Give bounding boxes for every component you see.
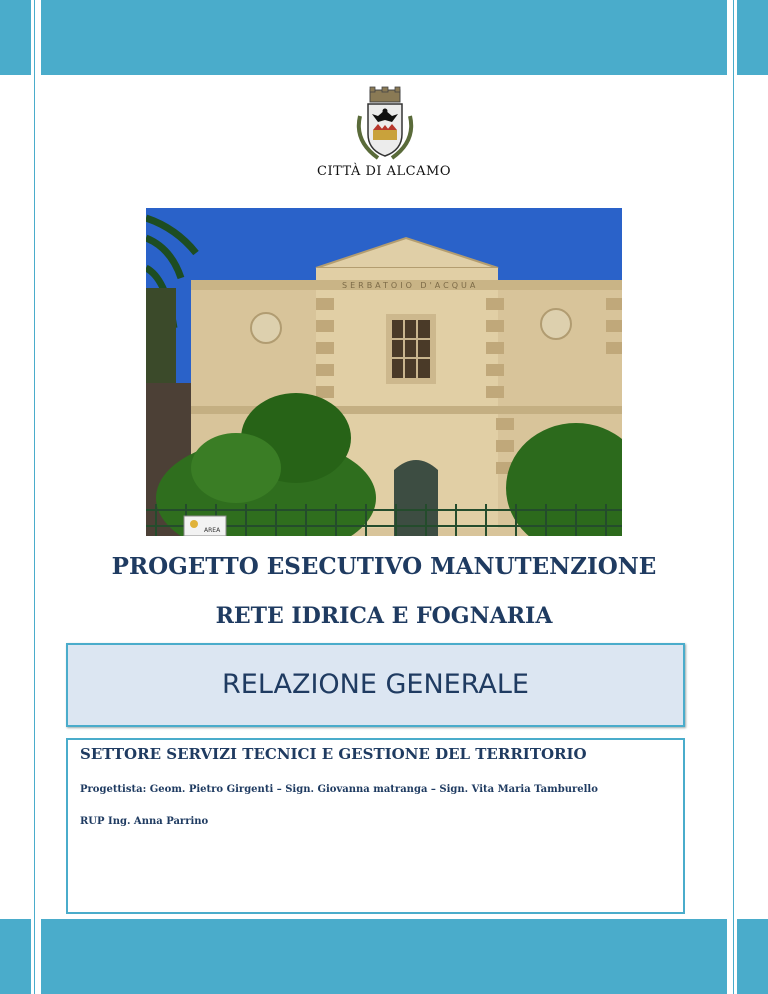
city-name: CITTÀ DI ALCAMO <box>317 164 451 179</box>
facade-inscription: SERBATOIO D'ACQUA <box>342 281 479 290</box>
city-coat-of-arms-logo <box>340 86 430 166</box>
frame-block-bottom-left <box>0 919 31 994</box>
frame-block-top-right <box>737 0 768 75</box>
footer-band <box>41 919 727 994</box>
project-title-line2: RETE IDRICA E FOGNARIA <box>215 603 553 629</box>
designers-line: Progettista: Geom. Pietro Girgenti – Sign. Giovanna matranga – Sign. Vita Maria Tamburello <box>80 784 598 795</box>
sector-name: SETTORE SERVIZI TECNICI E GESTIONE DEL TERRITORIO <box>80 745 587 763</box>
fence-sign-text: AREA <box>204 527 221 534</box>
frame-line-left <box>34 0 35 994</box>
header-band <box>41 0 727 75</box>
frame-line-right <box>733 0 734 994</box>
rup-line: RUP Ing. Anna Parrino <box>80 816 209 827</box>
cover-photo-reservoir-building <box>146 208 622 536</box>
frame-block-bottom-right <box>737 919 768 994</box>
document-type-label: RELAZIONE GENERALE <box>222 669 529 700</box>
project-title-line1: PROGETTO ESECUTIVO MANUTENZIONE <box>111 553 657 580</box>
details-box <box>66 738 685 914</box>
frame-block-top-left <box>0 0 31 75</box>
document-type-box <box>66 643 685 727</box>
